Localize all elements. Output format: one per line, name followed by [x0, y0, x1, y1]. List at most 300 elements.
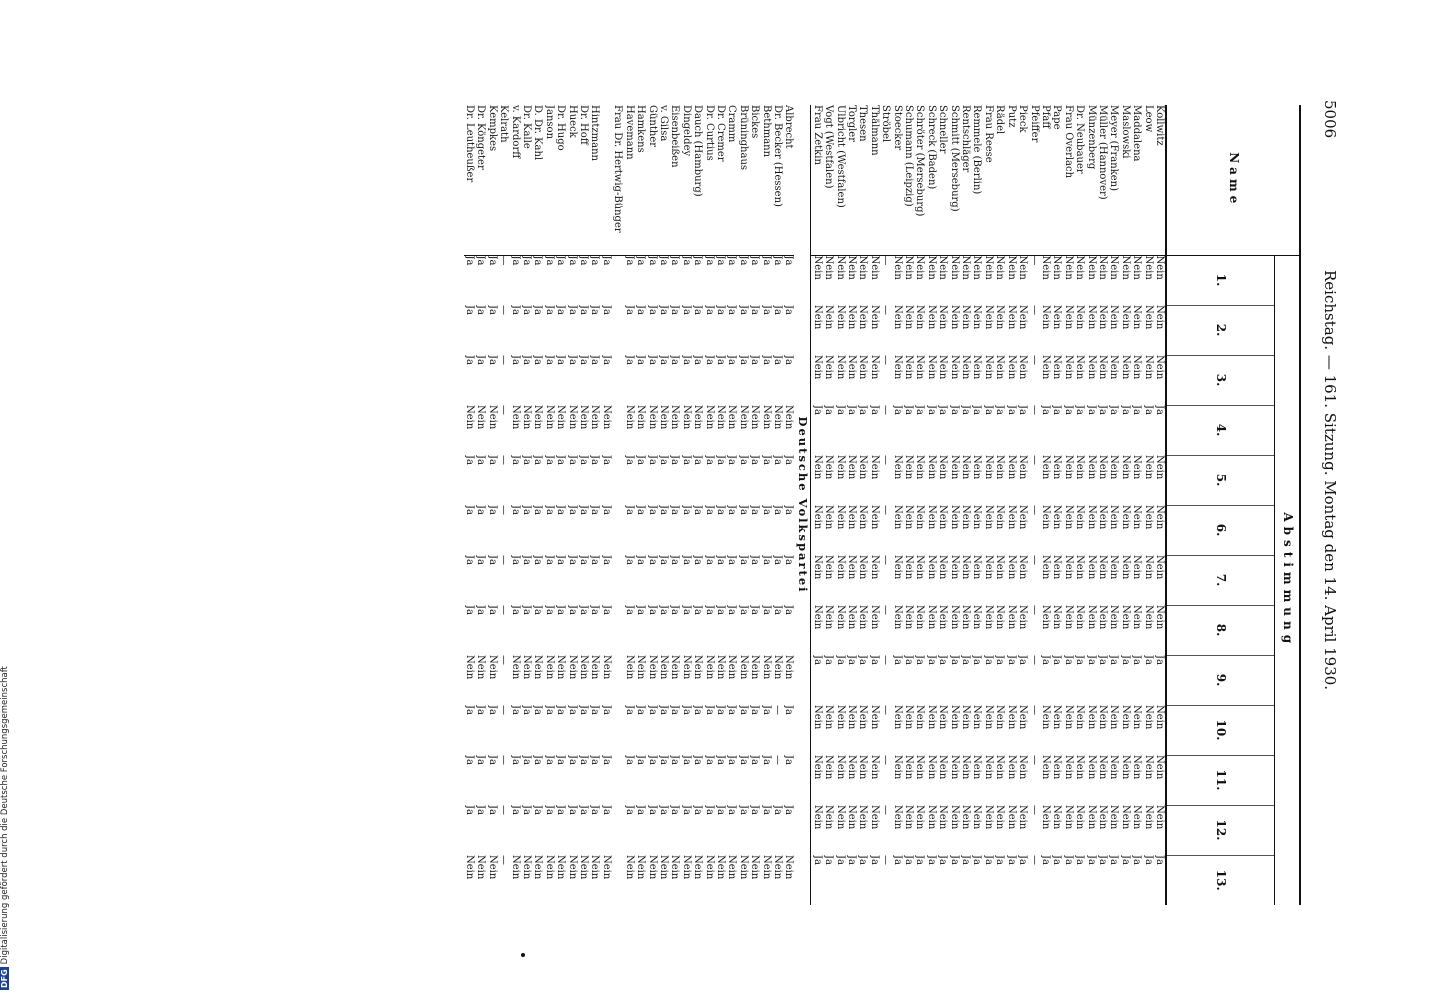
member-name: Dr. Hugo	[555, 105, 566, 255]
member-name: Stoecker	[891, 105, 902, 255]
vote-cell: Nein	[994, 705, 1006, 730]
member-row	[475, 105, 486, 905]
vote-cell: Ja	[657, 705, 669, 715]
vote-cell: Nein	[680, 855, 692, 880]
vote-cell: Ja	[635, 805, 647, 815]
vote-cell: Nein	[464, 855, 476, 880]
vote-cell: Nein	[925, 305, 937, 330]
vote-cell: Nein	[1074, 805, 1086, 830]
member-name: Frau Reese	[983, 105, 994, 255]
vote-cell: Ja	[737, 355, 749, 365]
vote-cell: Nein	[760, 655, 772, 680]
vote-cell: Nein	[811, 355, 823, 380]
vote-cell: Ja	[532, 755, 544, 765]
vote-cell: Nein	[1131, 455, 1143, 480]
vote-cell: Nein	[994, 455, 1006, 480]
vote-cell: Nein	[994, 555, 1006, 580]
vote-cell: Nein	[1039, 355, 1051, 380]
vote-cell: Ja	[925, 405, 937, 415]
member-row	[983, 105, 994, 905]
vote-cell: Ja	[623, 455, 635, 465]
vote-cell: Ja	[726, 455, 738, 465]
vote-cell: Ja	[555, 455, 567, 465]
member-name: Vogt (Westfalen)	[823, 105, 834, 255]
vote-cell: Ja	[726, 555, 738, 565]
member-row	[783, 105, 794, 905]
vote-cell: Nein	[1142, 755, 1154, 780]
vote-cell: Ja	[1096, 655, 1108, 665]
member-name: Müller (Hannover)	[1097, 105, 1108, 255]
vote-cell: Nein	[937, 505, 949, 530]
vote-cell: Ja	[669, 255, 681, 266]
vote-cell: Nein	[475, 405, 487, 430]
vote-cell: Nein	[657, 855, 669, 880]
vote-cell: Ja	[657, 455, 669, 465]
vote-cell: Nein	[891, 455, 903, 480]
vote-cell: Nein	[464, 655, 476, 680]
vote-cell: Ja	[692, 705, 704, 715]
vote-cell: Nein	[1062, 355, 1074, 380]
vote-cell: Nein	[834, 605, 846, 630]
vote-cell: Ja	[635, 305, 647, 315]
vote-cell: Ja	[1108, 655, 1120, 665]
member-name: Pfeiffer	[1028, 105, 1039, 255]
vote-cell: Nein	[823, 355, 835, 380]
vote-cell: Ja	[811, 655, 823, 665]
vote-cell: —	[880, 405, 892, 415]
member-row	[903, 105, 914, 905]
member-row	[857, 105, 868, 905]
vote-cell: Ja	[1005, 855, 1017, 865]
vote-cell: —	[880, 455, 892, 465]
vote-cell: Nein	[1085, 455, 1097, 480]
vote-cell: Nein	[823, 705, 835, 730]
vote-cell: Ja	[703, 605, 715, 615]
vote-cell: Nein	[948, 705, 960, 730]
vote-cell: Ja	[783, 555, 795, 565]
vote-cell: Nein	[857, 705, 869, 730]
vote-cell: Ja	[1131, 405, 1143, 415]
vote-cell: Nein	[960, 305, 972, 330]
member-name: Albrecht	[783, 105, 794, 255]
vote-cell: Ja	[1131, 655, 1143, 665]
vote-cell: Ja	[475, 305, 487, 315]
vote-cell: Ja	[783, 755, 795, 765]
vote-cell: Ja	[714, 355, 726, 365]
vote-cell: Nein	[1096, 355, 1108, 380]
vote-cell: Nein	[811, 805, 823, 830]
vote-cell: Nein	[925, 355, 937, 380]
member-row	[1005, 105, 1016, 905]
vote-cell: Nein	[982, 605, 994, 630]
vote-cell: Nein	[1142, 605, 1154, 630]
vote-cell: Nein	[1005, 255, 1017, 280]
vote-cell: Nein	[1108, 805, 1120, 830]
vote-cell: —	[498, 755, 510, 765]
member-row	[846, 105, 857, 905]
vote-cell: Ja	[823, 855, 835, 865]
vote-cell: Nein	[1074, 305, 1086, 330]
vote-cell: —	[1028, 255, 1040, 266]
vote-cell: Ja	[994, 655, 1006, 665]
vote-cell: Ja	[566, 755, 578, 765]
member-name: Brüninghaus	[737, 105, 748, 255]
vote-cell: Nein	[1085, 705, 1097, 730]
vote-cell: Nein	[868, 255, 880, 280]
vote-cell: —	[498, 705, 510, 715]
vote-cell: Nein	[1062, 505, 1074, 530]
vote-cell: Ja	[566, 355, 578, 365]
vote-cell: Ja	[555, 605, 567, 615]
vote-cell: Ja	[726, 605, 738, 615]
vote-cell: Ja	[726, 355, 738, 365]
vote-cell: Ja	[578, 805, 590, 815]
vote-cell: Nein	[823, 305, 835, 330]
vote-cell: Nein	[772, 855, 783, 880]
vote-cell: Ja	[464, 755, 476, 765]
vote-cell: Ja	[521, 255, 533, 266]
vote-cell: Nein	[1017, 255, 1029, 280]
vote-cell: Nein	[1131, 555, 1143, 580]
vote-cell	[612, 855, 623, 905]
vote-cell: Ja	[680, 755, 692, 765]
vote-cell: Ja	[737, 555, 749, 565]
vote-cell: Nein	[1085, 805, 1097, 830]
vote-cell: Nein	[914, 705, 926, 730]
vote-cell: Ja	[555, 255, 567, 266]
vote-cell: Ja	[464, 505, 476, 515]
vote-cell: Nein	[811, 705, 823, 730]
vote-cell: Ja	[600, 355, 612, 365]
vote-cell: Nein	[857, 305, 869, 330]
vote-cell: Ja	[737, 605, 749, 615]
vote-cell: Ja	[589, 255, 601, 266]
vote-cell: Nein	[669, 405, 681, 430]
vote-cell: Ja	[760, 455, 772, 465]
vote-cell: Nein	[891, 255, 903, 280]
vote-cell: Nein	[994, 805, 1006, 830]
vote-cell: Nein	[925, 805, 937, 830]
vote-cell: Ja	[1085, 655, 1097, 665]
vote-cell: Nein	[948, 555, 960, 580]
vote-cell: Ja	[1039, 655, 1051, 665]
vote-cell: Ja	[635, 555, 647, 565]
vote-cell: Ja	[566, 455, 578, 465]
member-name: Schneller	[937, 105, 948, 255]
vote-number-header: 2.	[1166, 305, 1274, 355]
vote-cell: Nein	[1005, 355, 1017, 380]
vote-cell: Nein	[971, 305, 983, 330]
vote-cell: Nein	[1051, 755, 1063, 780]
vote-cell: Nein	[464, 405, 476, 430]
vote-cell: Ja	[623, 705, 635, 715]
vote-cell: Nein	[1039, 255, 1051, 280]
vote-cell: Nein	[600, 405, 612, 430]
vote-cell: —	[1028, 705, 1040, 715]
vote-cell: Ja	[749, 305, 761, 315]
member-name: Torgler	[846, 105, 857, 255]
vote-cell: Nein	[1062, 305, 1074, 330]
vote-cell: Ja	[521, 805, 533, 815]
vote-cell: Nein	[948, 255, 960, 280]
vote-cell: Nein	[532, 655, 544, 680]
vote-cell: Nein	[914, 255, 926, 280]
vote-cell: Ja	[760, 355, 772, 365]
vote-cell: Nein	[475, 855, 487, 880]
member-name: Dr. Cremer	[715, 105, 726, 255]
vote-cell	[612, 755, 623, 805]
vote-cell: Ja	[464, 355, 476, 365]
member-row	[658, 105, 669, 905]
vote-cell: Nein	[948, 755, 960, 780]
vote-cell: Nein	[811, 505, 823, 530]
vote-cell: Nein	[555, 655, 567, 680]
vote-cell: Nein	[1039, 555, 1051, 580]
vote-cell: Nein	[1051, 705, 1063, 730]
vote-number-header: 10.	[1166, 705, 1274, 755]
vote-cell: Ja	[578, 255, 590, 266]
vote-cell: Nein	[960, 705, 972, 730]
vote-cell: Ja	[600, 705, 612, 715]
vote-cell: Ja	[772, 355, 783, 365]
member-row	[737, 105, 748, 905]
vote-cell: Nein	[1039, 705, 1051, 730]
vote-cell: Ja	[464, 705, 476, 715]
vote-cell: Nein	[948, 605, 960, 630]
vote-cell: Nein	[857, 505, 869, 530]
vote-cell: Nein	[903, 605, 915, 630]
vote-cell: Ja	[726, 755, 738, 765]
vote-cell: Nein	[1119, 255, 1131, 280]
vote-cell: Ja	[857, 655, 869, 665]
vote-cell: Nein	[1154, 755, 1165, 780]
page-header	[1315, 100, 1339, 900]
vote-cell: Nein	[971, 505, 983, 530]
vote-cell: Nein	[509, 655, 521, 680]
vote-cell: —	[1028, 555, 1040, 565]
vote-cell: Ja	[623, 755, 635, 765]
vote-cell: —	[498, 405, 510, 415]
vote-cell: Nein	[1131, 355, 1143, 380]
vote-cell: Nein	[1005, 605, 1017, 630]
vote-cell: Nein	[1131, 255, 1143, 280]
vote-cell: Ja	[737, 505, 749, 515]
vote-cell: Ja	[714, 455, 726, 465]
vote-cell: Ja	[891, 655, 903, 665]
vote-cell: Ja	[703, 455, 715, 465]
vote-cell: Ja	[703, 705, 715, 715]
vote-cell: Nein	[566, 855, 578, 880]
vote-cell: Nein	[726, 855, 738, 880]
vote-cell: Nein	[1154, 355, 1165, 380]
member-row	[601, 105, 612, 905]
vote-cell: Nein	[834, 355, 846, 380]
vote-cell: Ja	[657, 305, 669, 315]
vote-cell: Ja	[509, 305, 521, 315]
vote-cell: Nein	[971, 705, 983, 730]
vote-number-header: 9.	[1166, 655, 1274, 705]
vote-cell: Ja	[600, 805, 612, 815]
vote-cell: Nein	[578, 405, 590, 430]
vote-cell: Ja	[903, 655, 915, 665]
vote-cell: Ja	[1085, 855, 1097, 865]
vote-cell: Ja	[486, 555, 498, 565]
vote-cell: —	[880, 505, 892, 515]
vote-cell: Nein	[868, 455, 880, 480]
vote-cell: Nein	[903, 755, 915, 780]
vote-cell: —	[498, 605, 510, 615]
vote-cell: Ja	[555, 805, 567, 815]
vote-cell: Ja	[532, 355, 544, 365]
vote-cell: Ja	[657, 255, 669, 266]
vote-cell: Nein	[1051, 555, 1063, 580]
vote-cell: Ja	[994, 405, 1006, 415]
vote-cell: Ja	[772, 555, 783, 565]
vote-cell: Nein	[1154, 505, 1165, 530]
vote-cell: Ja	[509, 255, 521, 266]
vote-cell: Nein	[1154, 705, 1165, 730]
vote-cell: Ja	[555, 755, 567, 765]
vote-cell: Ja	[891, 405, 903, 415]
vote-cell: Nein	[891, 355, 903, 380]
vote-table	[464, 105, 1301, 905]
vote-cell: Nein	[868, 505, 880, 530]
vote-cell: Ja	[1154, 855, 1165, 865]
vote-cell: Ja	[737, 755, 749, 765]
vote-cell: Ja	[475, 755, 487, 765]
member-name: Dingeldey	[680, 105, 691, 255]
member-name: Pape	[1051, 105, 1062, 255]
vote-cell: Ja	[680, 805, 692, 815]
vote-cell	[612, 355, 623, 405]
vote-cell: Nein	[982, 755, 994, 780]
vote-cell: Ja	[475, 505, 487, 515]
member-name: Dauch (Hamburg)	[692, 105, 703, 255]
vote-cell: Ja	[868, 855, 880, 865]
vote-cell: Nein	[1119, 355, 1131, 380]
vote-cell: Nein	[948, 505, 960, 530]
member-row	[543, 105, 554, 905]
member-row	[811, 105, 823, 905]
vote-cell: Ja	[772, 455, 783, 465]
member-name: Havemann	[623, 105, 634, 255]
vote-cell: Nein	[566, 655, 578, 680]
vote-cell: —	[498, 655, 510, 665]
member-row	[1017, 105, 1028, 905]
vote-cell	[612, 805, 623, 855]
vote-cell: Ja	[669, 755, 681, 765]
member-row	[486, 105, 497, 905]
running-title: Reichstag. — 161. Sitzung. Montag den 14. April 1930.	[1321, 270, 1339, 691]
vote-cell: Nein	[1062, 705, 1074, 730]
vote-cell: Ja	[669, 355, 681, 365]
vote-cell: Nein	[857, 255, 869, 280]
member-name: Frau Dr. Hertwig-Bünger	[612, 105, 623, 255]
vote-cell: Nein	[811, 555, 823, 580]
vote-cell: Ja	[1005, 405, 1017, 415]
vote-cell: Ja	[623, 255, 635, 266]
vote-cell: —	[772, 755, 783, 765]
vote-cell: Ja	[578, 305, 590, 315]
member-row	[498, 105, 509, 905]
vote-cell	[612, 655, 623, 705]
vote-cell: —	[880, 555, 892, 565]
vote-cell: Nein	[1074, 255, 1086, 280]
vote-cell: Nein	[635, 855, 647, 880]
vote-cell: Nein	[623, 405, 635, 430]
page-number: 5006	[1321, 100, 1339, 139]
vote-cell: Ja	[1005, 655, 1017, 665]
vote-cell: Ja	[1085, 405, 1097, 415]
member-row	[1154, 105, 1166, 905]
vote-number-header: 8.	[1166, 605, 1274, 655]
vote-cell: Ja	[646, 455, 658, 465]
vote-cell: Nein	[1131, 305, 1143, 330]
member-name: Hintzmann	[589, 105, 600, 255]
vote-cell: Nein	[925, 255, 937, 280]
vote-cell: Ja	[937, 855, 949, 865]
vote-cell: —	[1028, 855, 1040, 865]
member-row	[1131, 105, 1142, 905]
vote-cell: Nein	[532, 855, 544, 880]
vote-cell: Ja	[692, 505, 704, 515]
vote-cell: Ja	[566, 305, 578, 315]
vote-cell: Nein	[1017, 805, 1029, 830]
vote-cell: Ja	[623, 555, 635, 565]
vote-cell: Ja	[960, 855, 972, 865]
member-row	[868, 105, 879, 905]
vote-cell: Nein	[982, 455, 994, 480]
vote-cell: Ja	[760, 755, 772, 765]
member-row	[1119, 105, 1130, 905]
member-name: Dr. Köngeter	[475, 105, 486, 255]
vote-cell: Nein	[1039, 605, 1051, 630]
vote-cell: Ja	[521, 355, 533, 365]
vote-cell: Nein	[1119, 705, 1131, 730]
member-row	[1040, 105, 1051, 905]
vote-cell: Nein	[566, 405, 578, 430]
vote-cell: Ja	[749, 755, 761, 765]
vote-cell: Nein	[1096, 255, 1108, 280]
vote-cell: Ja	[749, 355, 761, 365]
vote-cell: Nein	[937, 805, 949, 830]
member-name: Ulbricht (Westfalen)	[834, 105, 845, 255]
vote-cell: Ja	[486, 705, 498, 715]
vote-cell: Ja	[714, 805, 726, 815]
vote-cell: Nein	[971, 255, 983, 280]
vote-cell: Nein	[834, 505, 846, 530]
vote-cell: —	[880, 805, 892, 815]
vote-cell: Ja	[589, 555, 601, 565]
vote-cell: Nein	[1039, 805, 1051, 830]
vote-cell: Nein	[994, 355, 1006, 380]
vote-cell: Nein	[868, 805, 880, 830]
vote-cell: —	[880, 305, 892, 315]
vote-cell: Ja	[1119, 855, 1131, 865]
vote-cell: Nein	[509, 855, 521, 880]
vote-cell: Nein	[486, 405, 498, 430]
vote-cell: Ja	[1017, 405, 1029, 415]
vote-cell	[612, 605, 623, 655]
member-row	[692, 105, 703, 905]
member-row	[823, 105, 834, 905]
vote-cell: Nein	[1096, 305, 1108, 330]
vote-cell: —	[498, 805, 510, 815]
vote-cell: Ja	[521, 455, 533, 465]
vote-cell: Nein	[982, 505, 994, 530]
member-name: v. Gilsa	[658, 105, 669, 255]
vote-number-header: 6.	[1166, 505, 1274, 555]
